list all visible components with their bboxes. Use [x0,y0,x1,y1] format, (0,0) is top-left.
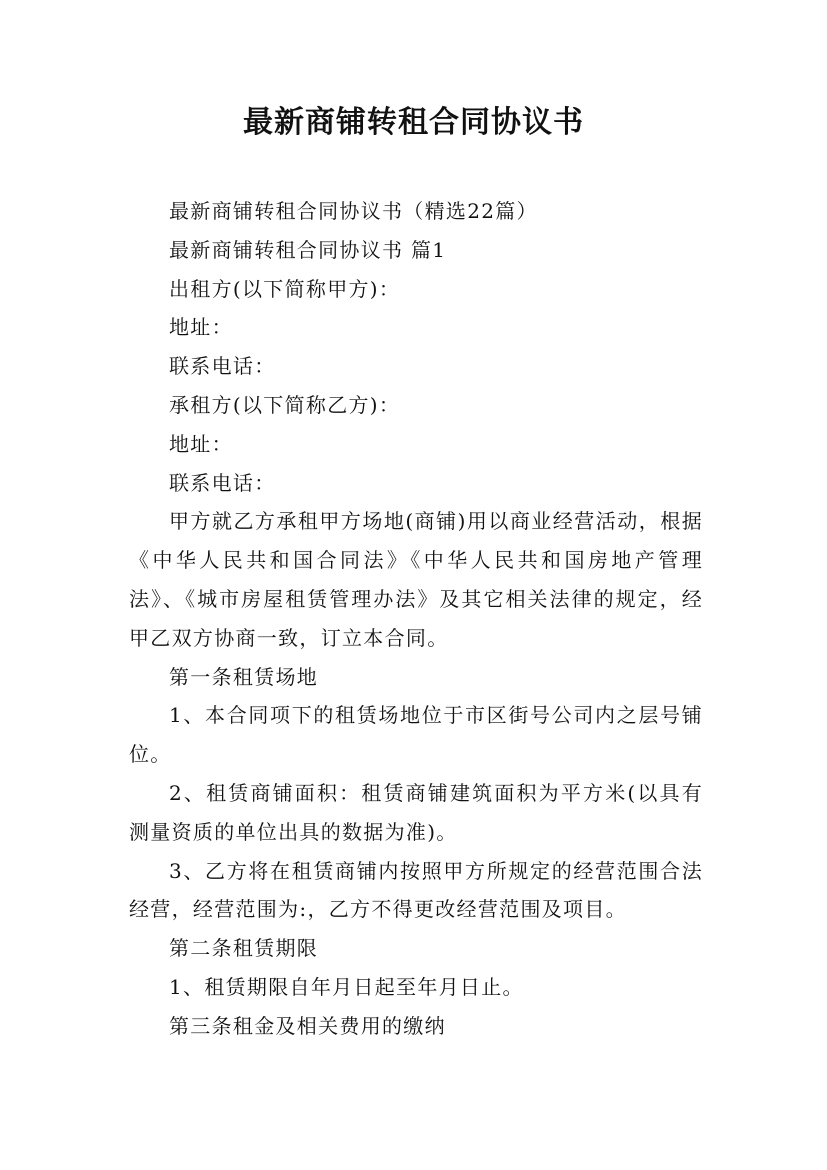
paragraph-article-1-item-2: 2、租赁商铺面积：租赁商铺建筑面积为平方米(以具有测量资质的单位出具的数据为准)。 [129,780,703,844]
paragraph-lessor-address: 地址： [169,315,233,340]
paragraph-subtitle: 最新商铺转租合同协议书（精选22篇） [169,199,538,223]
paragraph-lessor: 出租方(以下简称甲方)： [169,276,401,301]
paragraph-article-1-item-3: 3、乙方将在租赁商铺内按照甲方所规定的经营范围合法经营，经营范围为:，乙方不得更改经营范围及项目。 [129,858,703,922]
paragraph-lessor-phone: 联系电话： [169,354,276,379]
paragraph-lessee-address: 地址： [169,431,233,456]
paragraph-article-1-item-1: 1、本合同项下的租赁场地位于市区街号公司内之层号铺位。 [129,703,703,767]
paragraph-article-3-heading: 第三条租金及相关费用的缴纳 [169,1013,446,1038]
paragraph-section-heading: 最新商铺转租合同协议书 篇1 [169,237,447,262]
paragraph-article-2-heading: 第二条租赁期限 [169,936,319,961]
document-body [129,192,703,1046]
paragraph-article-1-heading: 第一条租赁场地 [169,664,319,689]
paragraph-lessee: 承租方(以下简称乙方)： [169,392,401,417]
document-title: 最新商铺转租合同协议书 [243,105,584,140]
paragraph-article-2-item-1: 1、租赁期限自年月日起至年月日止。 [169,974,524,999]
paragraph-lessee-phone: 联系电话： [169,470,276,495]
paragraph-preamble: 甲方就乙方承租甲方场地(商铺)用以商业经营活动，根据《中华人民共和国合同法》《中华人民共和国房地产管理法》、《城市房屋租赁管理办法》及其它相关法律的规定，经甲乙双方协商一致，订立本合同。 [129,509,703,650]
